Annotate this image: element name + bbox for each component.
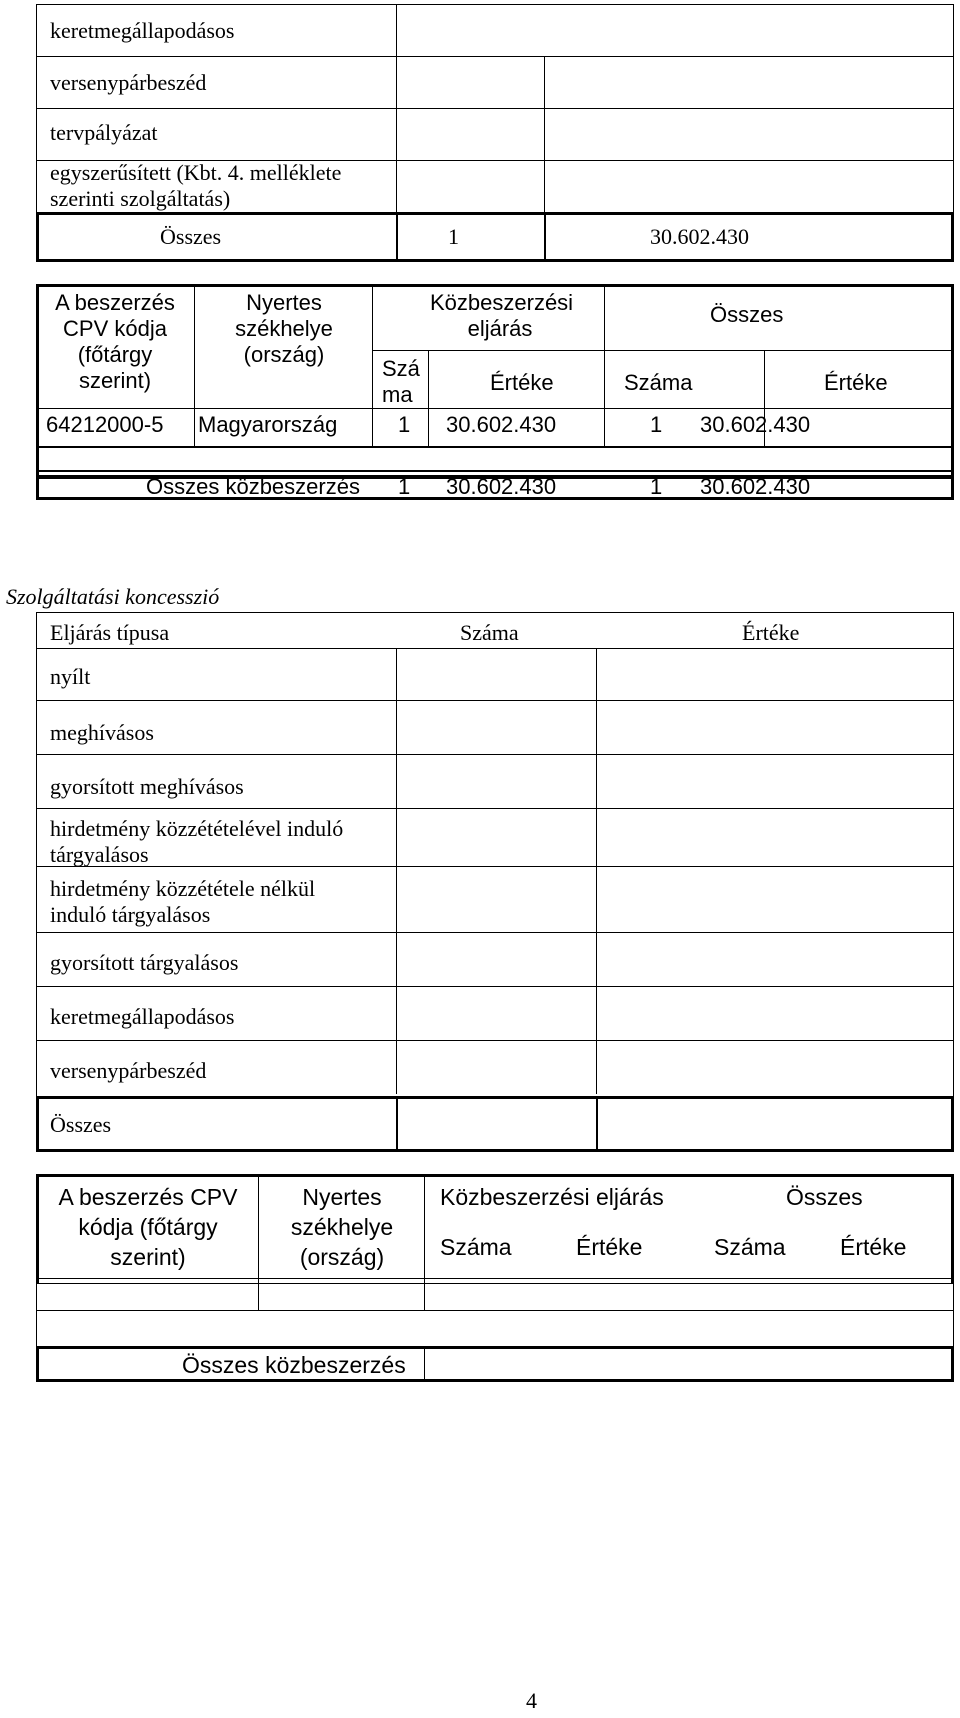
table-border: [953, 612, 954, 1152]
procedure-value: 30.602.430: [446, 412, 557, 437]
table-border: [953, 4, 954, 234]
cpv2-total-label: Összes közbeszerzés: [182, 1352, 406, 1378]
table-border: [424, 1174, 425, 1282]
table-border: [424, 1346, 425, 1382]
table-border: [953, 1278, 954, 1312]
top-total-label: Összes: [160, 224, 222, 249]
table-border: [544, 56, 545, 230]
concession-total-row: [36, 1096, 954, 1152]
cpv-total-count: 1: [398, 474, 411, 499]
table-border: [36, 1040, 954, 1041]
page-number: 4: [526, 1688, 537, 1713]
total-count-header: Száma: [714, 1234, 786, 1260]
table-border: [36, 1310, 37, 1346]
table-border: [36, 932, 954, 933]
concession-row-label: nyílt: [50, 664, 91, 689]
value-header: Értéke: [490, 370, 554, 395]
total-header: Összes: [710, 302, 784, 327]
table-border: [36, 612, 954, 613]
cpv-code: 64212000-5: [46, 412, 164, 437]
table-border: [396, 212, 398, 262]
table-border: [36, 1278, 954, 1279]
total-count-header: Száma: [624, 370, 693, 395]
concession-row-label: hirdetmény közzétételével induló tárgyalásos: [50, 816, 344, 867]
cpv-total-sum-count: 1: [650, 474, 663, 499]
procedure-row-label: tervpályázat: [50, 120, 158, 145]
table-border: [36, 1278, 37, 1312]
cpv-total-value: 30.602.430: [446, 474, 557, 499]
winner-header: Nyertes székhelye (ország): [235, 290, 333, 367]
table-border: [596, 648, 597, 1094]
table-border: [36, 446, 954, 448]
procurement-header: Közbeszerzési eljárás: [430, 290, 574, 341]
table-border: [396, 648, 397, 1094]
top-total-count: 1: [448, 224, 459, 249]
table-border: [36, 648, 954, 649]
section-title: Szolgáltatási koncesszió: [6, 584, 220, 609]
procedure-row-label: egyszerűsített (Kbt. 4. melléklete szerinti szolgáltatás): [50, 160, 342, 211]
table-border: [258, 1174, 259, 1282]
concession-total-label: Összes: [50, 1112, 112, 1137]
concession-row-label: meghívásos: [50, 720, 154, 745]
table-border: [396, 4, 397, 230]
table-border: [36, 108, 954, 109]
table-border: [604, 284, 605, 446]
table-border: [258, 1278, 259, 1310]
top-total-value: 30.602.430: [650, 224, 749, 249]
total-value-header: Értéke: [824, 370, 888, 395]
procedure-row-label: versenypárbeszéd: [50, 70, 207, 95]
total-value-header: Értéke: [840, 1234, 907, 1260]
total-count: 1: [650, 412, 663, 437]
value-header: Értéke: [576, 1234, 643, 1260]
table-border: [372, 350, 954, 351]
cpv-header: A beszerzés CPV kódja (főtárgy szerint): [58, 1184, 238, 1270]
table-border: [36, 4, 954, 5]
count-header: Száma: [440, 1234, 512, 1260]
table-border: [194, 284, 195, 446]
total-value: 30.602.430: [700, 412, 811, 437]
table-border: [36, 408, 954, 409]
table-border: [36, 56, 954, 57]
table-border: [953, 1310, 954, 1346]
table-border: [36, 986, 954, 987]
cpv-total-label: Összes közbeszerzés: [146, 474, 360, 499]
table-border: [596, 1096, 598, 1152]
winner-country: Magyarország: [198, 412, 338, 437]
table-border: [36, 1310, 954, 1311]
cpv2-total-row: [36, 1346, 954, 1382]
count-header: Szá ma: [382, 356, 420, 407]
table-border: [544, 212, 546, 262]
concession-row-label: keretmegállapodásos: [50, 1004, 235, 1029]
table-border: [428, 350, 429, 446]
table-border: [36, 754, 954, 755]
winner-header: Nyertes székhelye (ország): [290, 1184, 394, 1270]
table-border: [36, 808, 954, 809]
concession-row-label: versenypárbeszéd: [50, 1058, 207, 1083]
concession-row-label: hirdetmény közzététele nélkül induló tárgyalásos: [50, 876, 316, 927]
total-header: Összes: [786, 1184, 863, 1210]
concession-row-label: gyorsított tárgyalásos: [50, 950, 239, 975]
cpv-header: A beszerzés CPV kódja (főtárgy szerint): [55, 290, 175, 393]
table-border: [36, 700, 954, 701]
concession-row-label: gyorsított meghívásos: [50, 774, 244, 799]
procurement-header: Közbeszerzési eljárás: [440, 1184, 664, 1210]
table-border: [372, 284, 373, 446]
procedure-row-label: keretmegállapodásos: [50, 18, 235, 43]
table-border: [396, 1096, 398, 1152]
type-header: Eljárás típusa: [50, 620, 170, 645]
procedure-count: 1: [398, 412, 411, 437]
count-header: Száma: [460, 620, 519, 645]
cpv-total-sum-value: 30.602.430: [700, 474, 811, 499]
table-border: [424, 1278, 425, 1310]
table-border: [36, 4, 37, 234]
value-header: Értéke: [742, 620, 800, 645]
table-border: [36, 612, 37, 1152]
